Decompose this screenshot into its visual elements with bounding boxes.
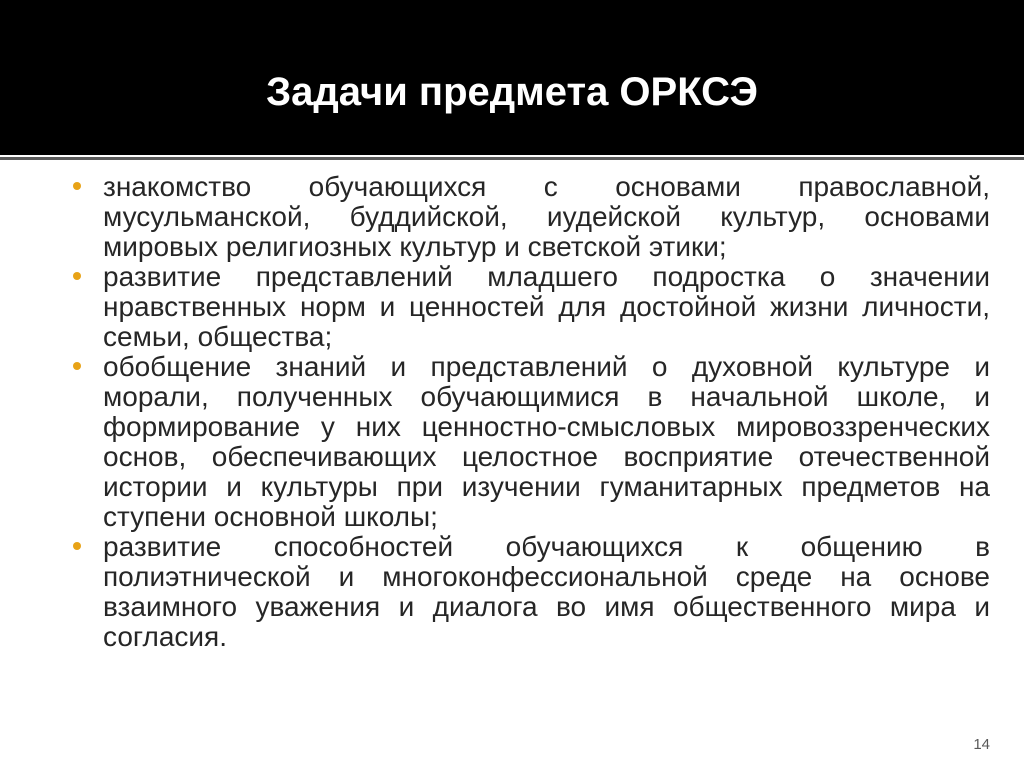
bullet-dot-icon — [73, 182, 81, 190]
bullet-line: истории и культуры при изучении гуманитарных предметов на — [103, 471, 990, 502]
bullet-line: морали, полученных обучающимися в начальной школе, и — [103, 381, 990, 412]
bullet-line: нравственных норм и ценностей для достойной жизни личности, — [103, 291, 990, 322]
page-number: 14 — [973, 736, 990, 753]
bullet-line: мировых религиозных культур и светской этики; — [103, 231, 727, 262]
bullet-line: знакомство обучающихся с основами православной, — [103, 171, 990, 202]
bullet-item — [103, 172, 990, 262]
bullet-dot-icon — [73, 542, 81, 550]
bullet-line: мусульманской, буддийской, иудейской культур, основами — [103, 201, 990, 232]
bullet-dot-icon — [73, 272, 81, 280]
bullet-line: ступени основной школы; — [103, 501, 438, 532]
bullet-line: формирование у них ценностно-смысловых мировоззренческих — [103, 411, 990, 442]
bullet-dot-icon — [73, 362, 81, 370]
bullet-line: основ, обеспечивающих целостное восприятие отечественной — [103, 441, 990, 472]
slide-title: Задачи предмета ОРКСЭ — [266, 70, 758, 114]
bullet-line: полиэтнической и многоконфессиональной среде на основе — [103, 561, 990, 592]
bullet-line: развитие способностей обучающихся к общению в — [103, 531, 990, 562]
bullet-line: семьи, общества; — [103, 321, 333, 352]
bullet-line: развитие представлений младшего подростка о значении — [103, 261, 990, 292]
bullet-line: обобщение знаний и представлений о духовной культуре и — [103, 351, 990, 382]
bullet-list — [103, 172, 990, 652]
bullet-item — [103, 532, 990, 652]
bullet-line: согласия. — [103, 621, 227, 652]
bullet-item — [103, 352, 990, 532]
title-bar — [0, 0, 1024, 155]
header-divider — [0, 157, 1024, 160]
bullet-item — [103, 262, 990, 352]
bullet-line: взаимного уважения и диалога во имя общественного мира и — [103, 591, 990, 622]
